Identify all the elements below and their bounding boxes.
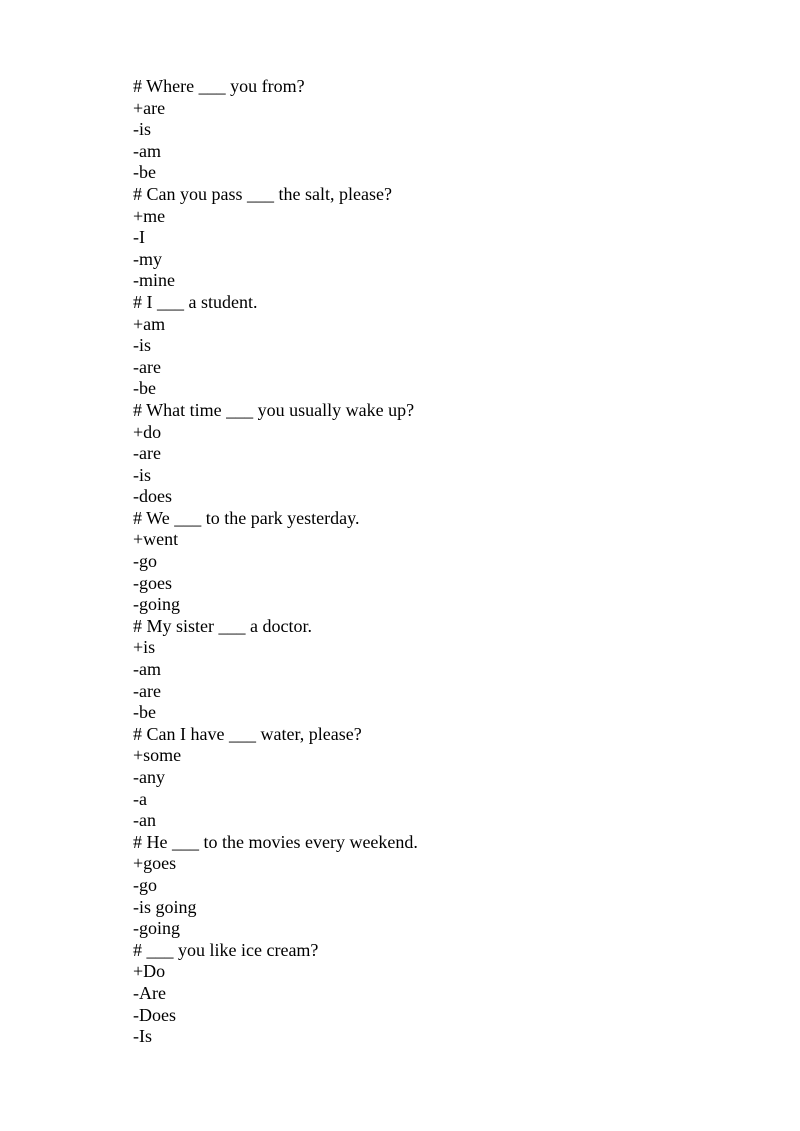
quiz-content — [133, 76, 418, 1048]
wrong-option: -is — [133, 119, 151, 140]
wrong-option: -are — [133, 443, 161, 464]
wrong-option: -is — [133, 335, 151, 356]
wrong-option: -is going — [133, 896, 197, 917]
wrong-option: -mine — [133, 270, 175, 291]
question-prompt: # Where ___ you from? — [133, 76, 305, 96]
wrong-option: -Does — [133, 1004, 176, 1025]
question-prompt: # He ___ to the movies every weekend. — [133, 831, 418, 852]
wrong-option: -my — [133, 248, 162, 269]
question-prompt: # I ___ a student. — [133, 291, 258, 312]
wrong-option: -Is — [133, 1026, 152, 1047]
correct-option: +are — [133, 97, 166, 118]
wrong-option: -go — [133, 874, 157, 895]
wrong-option: -are — [133, 680, 161, 701]
correct-option: +do — [133, 421, 162, 442]
wrong-option: -I — [133, 227, 145, 248]
correct-option: +is — [133, 637, 156, 658]
wrong-option: -be — [133, 378, 156, 399]
correct-option: +some — [133, 745, 182, 766]
wrong-option: -Are — [133, 982, 166, 1003]
wrong-option: -am — [133, 140, 161, 161]
question-prompt: # Can you pass ___ the salt, please? — [133, 183, 392, 204]
wrong-option: -a — [133, 788, 147, 809]
wrong-option: -be — [133, 702, 156, 723]
wrong-option: -are — [133, 356, 161, 377]
wrong-option: -going — [133, 918, 180, 939]
correct-option: +Do — [133, 961, 166, 982]
wrong-option: -go — [133, 551, 157, 572]
question-prompt: # What time ___ you usually wake up? — [133, 399, 415, 420]
wrong-option: -an — [133, 810, 156, 831]
question-prompt: # ___ you like ice cream? — [133, 939, 319, 960]
question-prompt: # Can I have ___ water, please? — [133, 723, 362, 744]
wrong-option: -goes — [133, 572, 172, 593]
question-prompt: # My sister ___ a doctor. — [133, 615, 312, 636]
correct-option: +am — [133, 313, 166, 334]
correct-option: +goes — [133, 853, 177, 874]
wrong-option: -any — [133, 767, 165, 787]
wrong-option: -going — [133, 594, 180, 615]
correct-option: +went — [133, 529, 179, 550]
question-prompt: # We ___ to the park yesterday. — [133, 507, 360, 528]
wrong-option: -is — [133, 464, 151, 485]
correct-option: +me — [133, 205, 166, 226]
wrong-option: -am — [133, 659, 161, 680]
wrong-option: -be — [133, 162, 156, 183]
wrong-option: -does — [133, 486, 172, 507]
